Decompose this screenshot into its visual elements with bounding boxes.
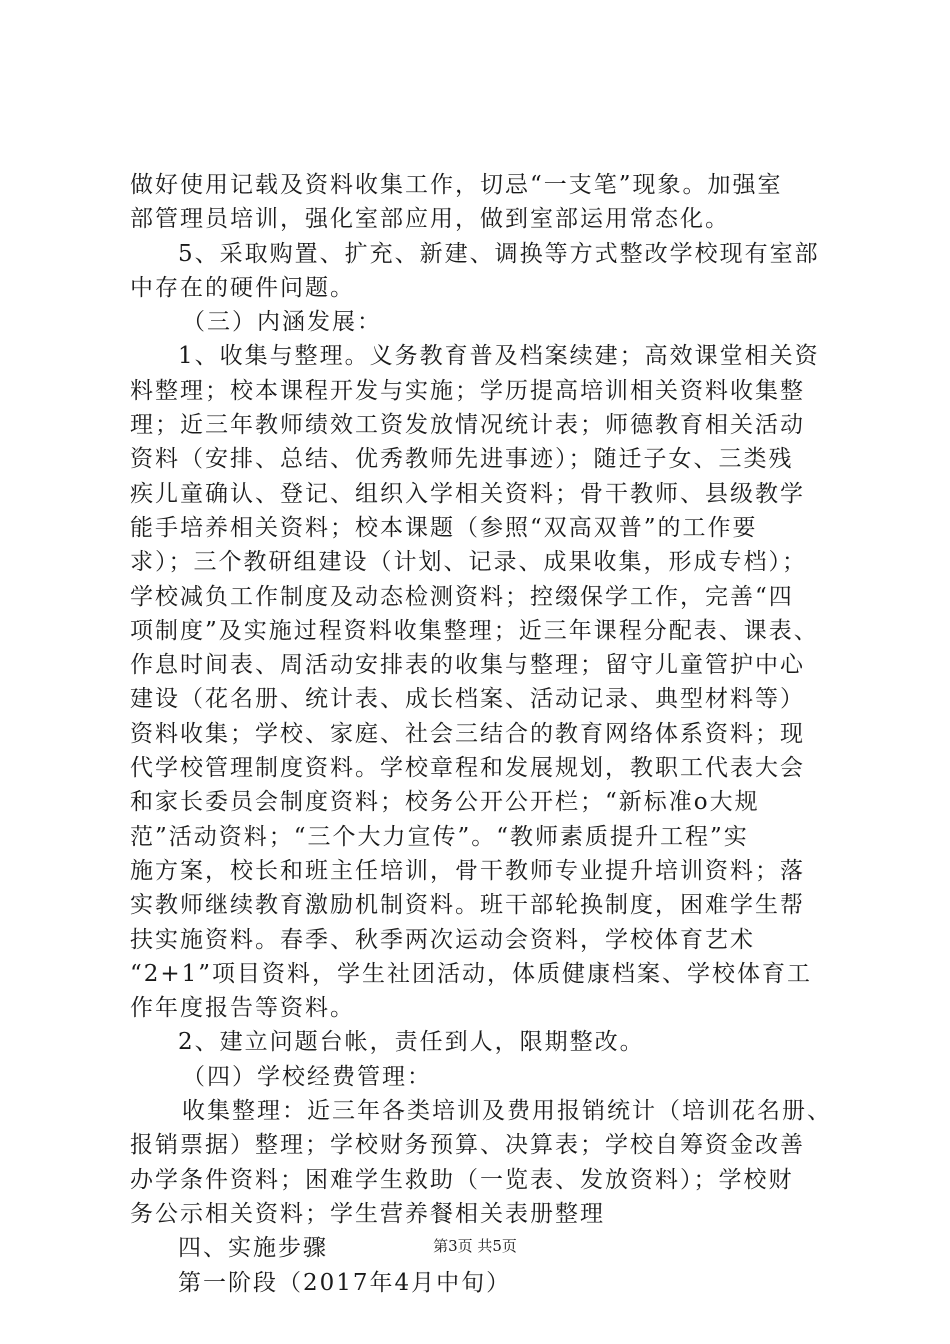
body-line: 1、收集与整理。义务教育普及档案续建；高效课堂相关资 <box>178 343 820 370</box>
body-line: 理；近三年教师绩效工资发放情况统计表；师德教育相关活动 <box>130 412 805 439</box>
body-line: 资料（安排、总结、优秀教师先进事迹）；随迁子女、三类残 <box>130 446 794 473</box>
body-line: 和家长委员会制度资料；校务公开公开栏；“新标准o大规 <box>130 789 760 816</box>
body-line: 作息时间表、周活动安排表的收集与整理；留守儿童管护中心 <box>130 652 805 679</box>
page-number-footer: 第3页 共5页 <box>433 1237 517 1255</box>
body-line: 做好使用记载及资料收集工作，切忌“一支笔”现象。加强室 <box>130 172 783 198</box>
body-line: 实教师继续教育激励机制资料。班干部轮换制度，困难学生帮 <box>130 892 805 919</box>
document-body <box>130 168 830 1300</box>
body-line: 施方案，校长和班主任培训，骨干教师专业提升培训资料；落 <box>130 857 805 884</box>
section-heading: （三）内涵发展： <box>182 309 382 336</box>
body-line: 料整理；校本课程开发与实施；学历提高培训相关资料收集整 <box>130 377 805 404</box>
body-line: 代学校管理制度资料。学校章程和发展规划，教职工代表大会 <box>130 755 805 782</box>
body-line: 收集整理：近三年各类培训及费用报销统计（培训花名册、 <box>182 1098 832 1125</box>
body-line: 资料收集；学校、家庭、社会三结合的教育网络体系资料；现 <box>130 720 805 747</box>
body-line: 范”活动资料；“三个大力宣传”。“教师素质提升工程”实 <box>130 823 749 850</box>
body-line: 项制度”及实施过程资料收集整理；近三年课程分配表、课表、 <box>130 617 819 644</box>
body-line: 2、建立问题台帐，责任到人，限期整改。 <box>178 1029 645 1056</box>
body-line: 报销票据）整理；学校财务预算、决算表；学校自筹资金改善 <box>130 1132 805 1159</box>
section-heading: （四）学校经费管理： <box>182 1063 432 1090</box>
body-line: 求）；三个教研组建设（计划、记录、成果收集，形成专档）； <box>130 549 807 576</box>
body-line: 疾儿童确认、登记、组织入学相关资料；骨干教师、县级教学 <box>130 480 805 507</box>
body-line: 作年度报告等资料。 <box>130 995 355 1022</box>
body-line: “2+1”项目资料，学生社团活动，体质健康档案、学校体育工 <box>130 960 813 987</box>
body-line: 务公示相关资料；学生营养餐相关表册整理 <box>130 1200 605 1227</box>
body-line: 能手培养相关资料；校本课题（参照“双高双普”的工作要 <box>130 514 758 541</box>
body-line: 第一阶段（2017年4月中旬） <box>178 1269 512 1296</box>
body-line: 5、采取购置、扩充、新建、调换等方式整改学校现有室部 <box>178 240 820 267</box>
body-line: 办学条件资料；困难学生救助（一览表、发放资料）；学校财 <box>130 1166 794 1193</box>
body-line: 扶实施资料。春季、秋季两次运动会资料，学校体育艺术 <box>130 926 755 953</box>
section-heading: 四、实施步骤 <box>178 1235 328 1262</box>
body-line: 部管理员培训，强化室部应用，做到室部运用常态化。 <box>130 206 730 233</box>
body-line: 学校减负工作制度及动态检测资料；控缀保学工作，完善“四 <box>130 583 794 610</box>
body-line: 建设（花名册、统计表、成长档案、活动记录、典型材料等） <box>130 686 805 713</box>
body-line: 中存在的硬件问题。 <box>130 274 355 301</box>
